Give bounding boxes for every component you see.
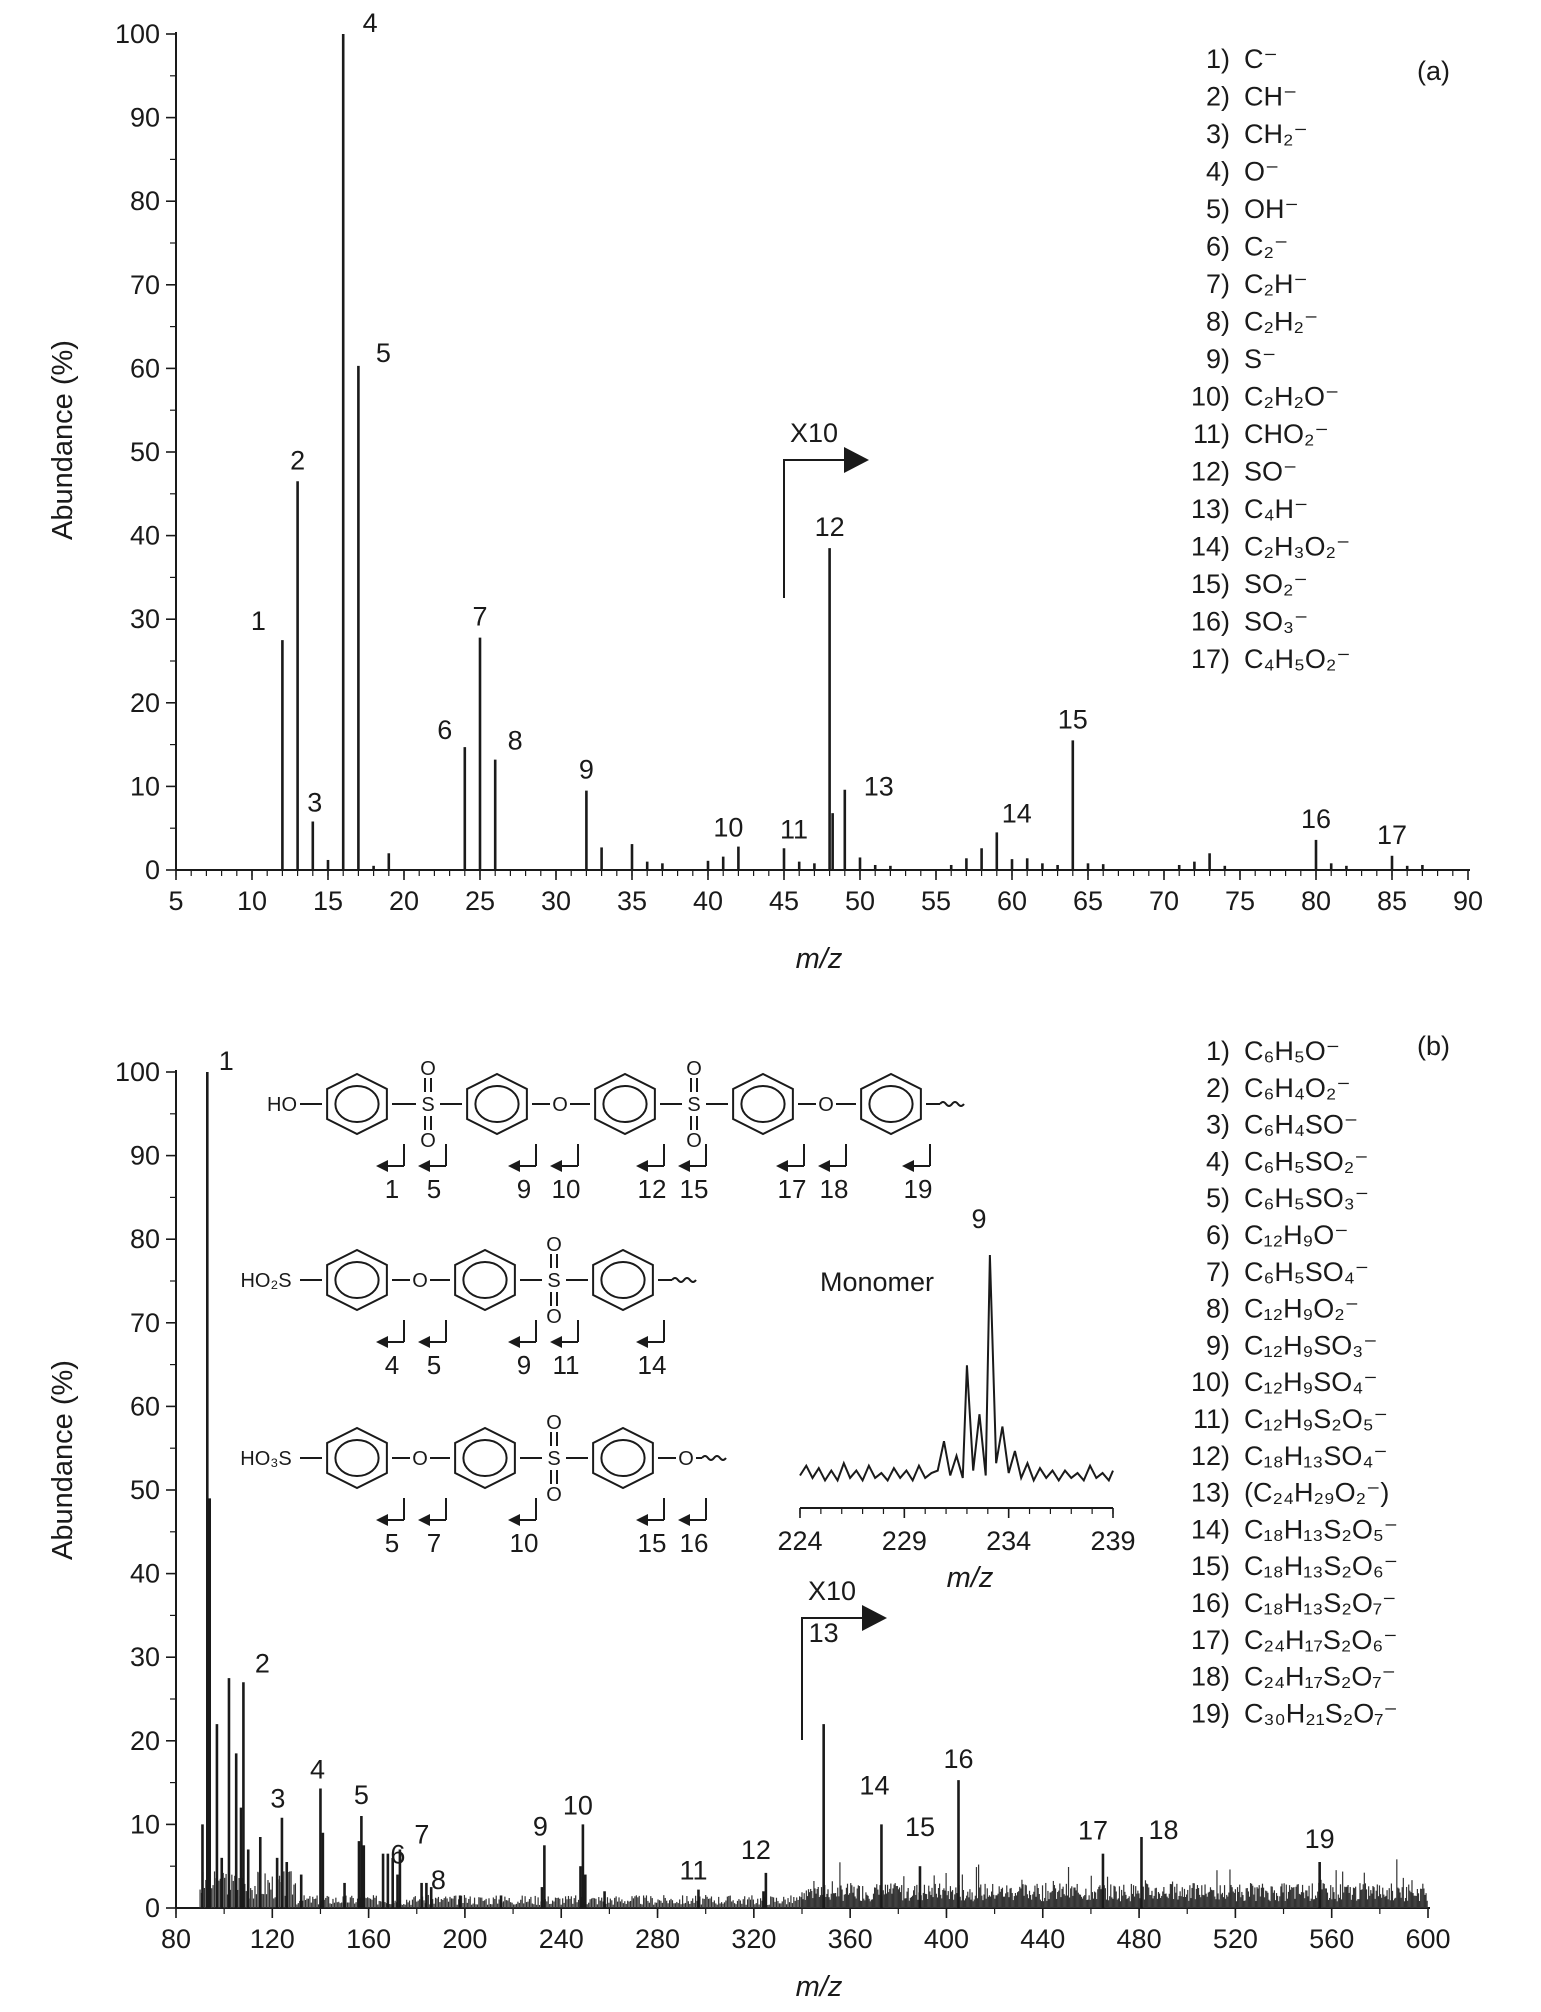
cleavage-label-5: 5 xyxy=(426,1174,442,1204)
cleavage-arrow xyxy=(376,1514,388,1526)
legend-number: 4) xyxy=(1205,1146,1230,1177)
legend-formula: C₃₀H₂₁S₂O₇⁻ xyxy=(1244,1698,1398,1729)
legend-number: 18) xyxy=(1190,1661,1230,1692)
y-tick-label: 20 xyxy=(129,1725,160,1756)
legend-number: 10) xyxy=(1190,381,1230,412)
cleavage-arrow xyxy=(376,1336,388,1348)
legend-number: 14) xyxy=(1190,1514,1230,1545)
cleavage-label-7: 7 xyxy=(426,1528,442,1558)
peak-label-7: 7 xyxy=(414,1819,430,1850)
legend-formula: C₄H⁻ xyxy=(1244,494,1309,524)
y-tick-label: 50 xyxy=(129,437,160,467)
x-tick-label: 200 xyxy=(442,1924,488,1954)
sulfonyl-oxygen: O xyxy=(546,1306,562,1328)
peak-label-10: 10 xyxy=(713,812,744,843)
peak-label-5: 5 xyxy=(375,337,391,368)
legend-formula: C₁₈H₁₃S₂O₇⁻ xyxy=(1244,1588,1397,1618)
legend-formula: SO₂⁻ xyxy=(1244,569,1308,599)
legend-number: 2) xyxy=(1205,1072,1230,1103)
legend-formula: CH₂⁻ xyxy=(1244,119,1308,149)
y-tick-label: 80 xyxy=(129,1224,160,1255)
peak-label-8: 8 xyxy=(430,1864,446,1895)
legend-number: 13) xyxy=(1190,1477,1230,1508)
panel-b xyxy=(47,1031,1451,2003)
legend-formula: C₂⁻ xyxy=(1244,231,1289,262)
peak-label-16: 16 xyxy=(1300,803,1332,834)
inset-x-axis-title: m/z xyxy=(946,1562,994,1594)
peak-label-6: 6 xyxy=(437,715,453,746)
legend-formula: C₁₂H₉SO₄⁻ xyxy=(1244,1367,1378,1398)
peak-label-4: 4 xyxy=(362,8,378,38)
sulfonyl-oxygen: O xyxy=(420,1058,436,1080)
panel-a-label: (a) xyxy=(1417,56,1450,86)
cleavage-label-5: 5 xyxy=(426,1350,442,1380)
legend-number: 1) xyxy=(1205,1036,1230,1066)
legend-number: 1) xyxy=(1205,44,1230,74)
x-tick-label: 65 xyxy=(1072,886,1104,916)
peak-label-1: 1 xyxy=(218,1046,234,1076)
peak-label-18: 18 xyxy=(1148,1814,1179,1845)
panel-b-legend xyxy=(1191,1036,1398,1728)
sulfur-atom: S xyxy=(547,1270,561,1292)
end-group-3: HO₃S xyxy=(240,1448,292,1470)
x-tick-label: 240 xyxy=(538,1924,584,1954)
aromatic-circle xyxy=(475,1086,518,1122)
legend-number: 9) xyxy=(1205,1330,1230,1361)
legend-number: 5) xyxy=(1205,1183,1230,1214)
aromatic-circle xyxy=(601,1262,644,1298)
x-tick-label: 70 xyxy=(1148,886,1180,916)
cleavage-label-15: 15 xyxy=(637,1528,667,1558)
peak-label-11: 11 xyxy=(679,1855,708,1886)
cleavage-label-17: 17 xyxy=(777,1174,807,1204)
panel-b-y-axis-title: Abundance (%) xyxy=(47,1360,79,1560)
y-tick-label: 60 xyxy=(129,1391,160,1422)
cleavage-label-15: 15 xyxy=(679,1174,709,1204)
cleavage-arrow xyxy=(418,1514,430,1526)
x-tick-label: 20 xyxy=(388,886,420,916)
panel-a-x10-marker xyxy=(784,418,869,598)
aromatic-circle xyxy=(463,1440,506,1476)
cleavage-label-12: 12 xyxy=(637,1174,667,1204)
legend-number: 13) xyxy=(1190,494,1230,524)
peak-label-12: 12 xyxy=(740,1834,771,1865)
legend-formula: C₁₂H₉O⁻ xyxy=(1244,1220,1349,1250)
legend-formula: SO⁻ xyxy=(1244,456,1298,487)
cleavage-label-9: 9 xyxy=(516,1174,532,1204)
legend-number: 2) xyxy=(1205,81,1230,112)
legend-formula: OH⁻ xyxy=(1244,194,1299,224)
peak-label-9: 9 xyxy=(532,1811,548,1842)
peak-label-15: 15 xyxy=(1057,704,1088,735)
cleavage-arrow xyxy=(418,1160,430,1172)
x-tick-label: 90 xyxy=(1452,886,1484,916)
x-tick-label: 15 xyxy=(312,886,344,916)
x-tick-label: 520 xyxy=(1212,1924,1258,1954)
ether-oxygen: O xyxy=(412,1448,428,1470)
y-tick-label: 60 xyxy=(129,353,160,384)
inset-peak-label: 9 xyxy=(971,1204,987,1234)
aromatic-circle xyxy=(335,1440,378,1476)
chain-continuation xyxy=(672,1278,696,1282)
y-tick-label: 90 xyxy=(129,1140,160,1171)
legend-number: 6) xyxy=(1205,1220,1230,1250)
legend-formula: C₄H₅O₂⁻ xyxy=(1244,644,1351,674)
legend-number: 4) xyxy=(1205,156,1230,187)
legend-formula: C₆H₄O₂⁻ xyxy=(1244,1072,1351,1103)
y-tick-label: 30 xyxy=(129,1642,160,1673)
end-group-1: HO xyxy=(267,1094,297,1116)
legend-number: 12) xyxy=(1190,1440,1230,1471)
y-tick-label: 10 xyxy=(129,1809,160,1840)
monomer-inset xyxy=(777,1204,1135,1594)
cleavage-arrow xyxy=(636,1514,648,1526)
ether-oxygen: O xyxy=(552,1094,568,1116)
legend-number: 16) xyxy=(1190,1588,1230,1618)
legend-formula: C₂H₂O⁻ xyxy=(1244,381,1340,412)
x-tick-label: 560 xyxy=(1309,1924,1355,1954)
x-tick-label: 50 xyxy=(844,886,876,916)
x-tick-label: 40 xyxy=(692,886,724,916)
peak-label-8: 8 xyxy=(507,725,523,756)
legend-number: 5) xyxy=(1205,194,1230,224)
cleavage-arrow xyxy=(636,1336,648,1348)
x-tick-label: 80 xyxy=(1300,886,1332,916)
peak-label-17: 17 xyxy=(1077,1815,1108,1846)
peak-label-13: 13 xyxy=(863,771,894,802)
sulfonyl-oxygen: O xyxy=(546,1484,562,1506)
cleavage-arrow xyxy=(418,1336,430,1348)
sulfonyl-oxygen: O xyxy=(686,1130,702,1152)
peak-label-19: 19 xyxy=(1304,1824,1335,1855)
peak-label-14: 14 xyxy=(1001,798,1032,829)
sulfur-atom: S xyxy=(547,1448,561,1470)
y-tick-label: 10 xyxy=(129,771,160,802)
legend-formula: C₂H⁻ xyxy=(1244,269,1308,299)
peak-label-14: 14 xyxy=(859,1770,890,1801)
sulfonyl-oxygen: O xyxy=(686,1058,702,1080)
legend-formula: C₂H₃O₂⁻ xyxy=(1244,531,1351,562)
x-tick-label: 80 xyxy=(160,1924,192,1954)
legend-formula: C₁₂H₉S₂O₅⁻ xyxy=(1244,1404,1388,1434)
inset-x-tick-label: 224 xyxy=(777,1526,823,1556)
y-tick-label: 70 xyxy=(129,1307,160,1338)
cleavage-label-14: 14 xyxy=(637,1350,667,1380)
x-tick-label: 440 xyxy=(1020,1924,1066,1954)
peak-label-4: 4 xyxy=(309,1754,325,1785)
panel-b-x10-label: X10 xyxy=(808,1576,857,1606)
x-tick-label: 160 xyxy=(346,1924,392,1954)
cleavage-label-5: 5 xyxy=(384,1528,400,1558)
legend-formula: C₆H₅O⁻ xyxy=(1244,1036,1341,1066)
cleavage-label-1: 1 xyxy=(384,1174,400,1204)
sulfonyl-oxygen: O xyxy=(546,1234,562,1256)
legend-number: 7) xyxy=(1205,269,1230,299)
inset-title: Monomer xyxy=(820,1267,935,1297)
legend-formula: C₆H₅SO₃⁻ xyxy=(1244,1183,1370,1214)
legend-number: 17) xyxy=(1190,644,1230,674)
legend-formula: C₁₈H₁₃S₂O₆⁻ xyxy=(1244,1551,1399,1582)
y-tick-label: 100 xyxy=(114,19,160,49)
x-tick-label: 35 xyxy=(616,886,648,916)
cleavage-label-4: 4 xyxy=(384,1350,400,1380)
legend-number: 15) xyxy=(1190,569,1230,599)
legend-number: 3) xyxy=(1205,1109,1230,1140)
cleavage-arrow xyxy=(508,1336,520,1348)
y-tick-label: 0 xyxy=(144,1893,160,1923)
x-tick-label: 60 xyxy=(996,886,1028,916)
cleavage-arrow xyxy=(550,1160,562,1172)
aromatic-circle xyxy=(463,1262,506,1298)
cleavage-label-10: 10 xyxy=(551,1174,581,1204)
peak-label-3: 3 xyxy=(307,787,323,818)
legend-number: 12) xyxy=(1190,456,1230,487)
cleavage-arrow xyxy=(508,1160,520,1172)
ether-oxygen: O xyxy=(412,1270,428,1292)
panel-a-x-axis-title: m/z xyxy=(795,943,843,975)
aromatic-circle xyxy=(741,1086,784,1122)
cleavage-arrow xyxy=(508,1514,520,1526)
x10-arrow-head xyxy=(862,1605,887,1631)
panel-b-x10-marker xyxy=(802,1576,887,1740)
aromatic-circle xyxy=(603,1086,646,1122)
legend-number: 17) xyxy=(1190,1624,1230,1655)
x-tick-label: 25 xyxy=(464,886,496,916)
panel-a xyxy=(47,8,1483,975)
x-tick-label: 10 xyxy=(236,886,268,916)
legend-number: 19) xyxy=(1190,1698,1230,1729)
y-tick-label: 40 xyxy=(129,520,160,551)
cleavage-arrow xyxy=(550,1336,562,1348)
x-tick-label: 280 xyxy=(635,1924,681,1954)
sulfur-atom: S xyxy=(687,1094,701,1116)
inset-plot xyxy=(777,1255,1135,1556)
legend-number: 14) xyxy=(1190,531,1230,562)
y-tick-label: 0 xyxy=(144,855,160,885)
legend-number: 9) xyxy=(1205,344,1230,374)
legend-formula: C₆H₄SO⁻ xyxy=(1244,1109,1359,1140)
cleavage-label-16: 16 xyxy=(679,1528,709,1558)
peak-label-7: 7 xyxy=(472,601,488,632)
x-tick-label: 55 xyxy=(920,886,952,916)
y-tick-label: 40 xyxy=(129,1558,160,1589)
sulfonyl-oxygen: O xyxy=(546,1412,562,1434)
legend-number: 11) xyxy=(1192,1404,1230,1434)
x-tick-label: 480 xyxy=(1116,1924,1162,1954)
x-tick-label: 30 xyxy=(540,886,572,916)
legend-number: 7) xyxy=(1205,1256,1230,1287)
x-tick-label: 360 xyxy=(827,1924,873,1954)
aromatic-circle xyxy=(335,1086,378,1122)
panel-b-x-axis-title: m/z xyxy=(795,1971,843,2003)
peak-label-5: 5 xyxy=(353,1780,369,1811)
aromatic-circle xyxy=(601,1440,644,1476)
cleavage-label-11: 11 xyxy=(552,1350,580,1380)
cleavage-label-10: 10 xyxy=(509,1528,539,1558)
legend-formula: CHO₂⁻ xyxy=(1244,419,1329,449)
x-tick-label: 120 xyxy=(249,1924,295,1954)
ether-oxygen: O xyxy=(678,1448,694,1470)
legend-number: 15) xyxy=(1190,1551,1230,1582)
x10-arrow-head xyxy=(844,447,869,473)
legend-formula: C₂₄H₁₇S₂O₇⁻ xyxy=(1244,1661,1396,1692)
legend-formula: S⁻ xyxy=(1244,344,1277,374)
x-tick-label: 5 xyxy=(168,886,184,916)
cleavage-label-18: 18 xyxy=(819,1174,849,1204)
legend-formula: C⁻ xyxy=(1244,44,1278,74)
peak-label-9: 9 xyxy=(578,754,594,785)
legend-number: 8) xyxy=(1205,306,1230,337)
legend-number: 3) xyxy=(1205,119,1230,149)
legend-number: 6) xyxy=(1205,231,1230,262)
peak-label-17: 17 xyxy=(1376,819,1408,850)
x-tick-label: 75 xyxy=(1224,886,1256,916)
peak-label-12: 12 xyxy=(814,512,845,543)
x-tick-label: 400 xyxy=(923,1924,969,1954)
legend-formula: O⁻ xyxy=(1244,156,1280,187)
peak-label-1: 1 xyxy=(250,606,266,637)
peak-label-16: 16 xyxy=(943,1744,974,1775)
y-tick-label: 20 xyxy=(129,687,160,718)
legend-formula: C₆H₅SO₄⁻ xyxy=(1244,1256,1370,1287)
sulfonyl-oxygen: O xyxy=(420,1130,436,1152)
legend-formula: SO₃⁻ xyxy=(1244,606,1309,637)
legend-formula: CH⁻ xyxy=(1244,81,1298,112)
inset-x-tick-label: 229 xyxy=(881,1526,927,1556)
cleavage-arrow xyxy=(678,1160,690,1172)
ether-oxygen: O xyxy=(818,1094,834,1116)
inset-x-tick-label: 239 xyxy=(1090,1526,1136,1556)
sulfur-atom: S xyxy=(421,1094,435,1116)
cleavage-arrow xyxy=(636,1160,648,1172)
chain-continuation xyxy=(940,1102,964,1106)
panel-a-legend xyxy=(1191,44,1351,674)
legend-formula: C₂₄H₁₇S₂O₆⁻ xyxy=(1244,1624,1398,1655)
legend-formula: C₁₈H₁₃S₂O₅⁻ xyxy=(1244,1514,1399,1545)
x-tick-label: 600 xyxy=(1405,1924,1451,1954)
cleavage-arrow xyxy=(818,1160,830,1172)
legend-formula: (C₂₄H₂₉O₂⁻) xyxy=(1244,1477,1390,1508)
polymer-structures xyxy=(240,1058,964,1558)
cleavage-arrow xyxy=(776,1160,788,1172)
y-tick-label: 70 xyxy=(129,269,160,300)
peak-label-13: 13 xyxy=(808,1618,839,1649)
y-tick-label: 80 xyxy=(129,186,160,217)
aromatic-circle xyxy=(869,1086,912,1122)
end-group-2: HO₂S xyxy=(240,1270,292,1292)
cleavage-arrow xyxy=(902,1160,914,1172)
aromatic-circle xyxy=(335,1262,378,1298)
chain-continuation xyxy=(702,1456,726,1460)
peak-label-2: 2 xyxy=(290,445,306,476)
cleavage-label-9: 9 xyxy=(516,1350,532,1380)
y-tick-label: 100 xyxy=(114,1057,160,1087)
peak-label-10: 10 xyxy=(562,1790,593,1821)
peak-label-15: 15 xyxy=(904,1812,936,1843)
cleavage-label-19: 19 xyxy=(903,1174,933,1204)
cleavage-arrow xyxy=(678,1514,690,1526)
legend-formula: C₁₈H₁₃SO₄⁻ xyxy=(1244,1440,1388,1471)
y-tick-label: 90 xyxy=(129,102,160,133)
peak-label-3: 3 xyxy=(270,1783,286,1814)
x-tick-label: 45 xyxy=(768,886,800,916)
panel-a-x10-label: X10 xyxy=(790,418,839,448)
x-tick-label: 85 xyxy=(1376,886,1408,916)
y-tick-label: 50 xyxy=(129,1475,160,1505)
x-tick-label: 320 xyxy=(731,1924,777,1954)
legend-number: 10) xyxy=(1190,1367,1230,1398)
cleavage-arrow xyxy=(376,1160,388,1172)
legend-formula: C₁₂H₉O₂⁻ xyxy=(1244,1293,1360,1324)
legend-formula: C₆H₅SO₂⁻ xyxy=(1244,1146,1369,1177)
y-tick-label: 30 xyxy=(129,604,160,635)
peak-label-6: 6 xyxy=(390,1839,406,1870)
panel-a-y-axis-title: Abundance (%) xyxy=(47,340,79,540)
legend-number: 11) xyxy=(1192,419,1230,449)
peak-label-2: 2 xyxy=(254,1648,270,1679)
legend-number: 8) xyxy=(1205,1293,1230,1324)
panel-b-label: (b) xyxy=(1417,1031,1450,1061)
inset-x-tick-label: 234 xyxy=(986,1526,1032,1556)
legend-formula: C₂H₂⁻ xyxy=(1244,306,1319,337)
legend-number: 16) xyxy=(1190,606,1230,637)
legend-formula: C₁₂H₉SO₃⁻ xyxy=(1244,1330,1378,1361)
peak-label-11: 11 xyxy=(779,814,809,845)
